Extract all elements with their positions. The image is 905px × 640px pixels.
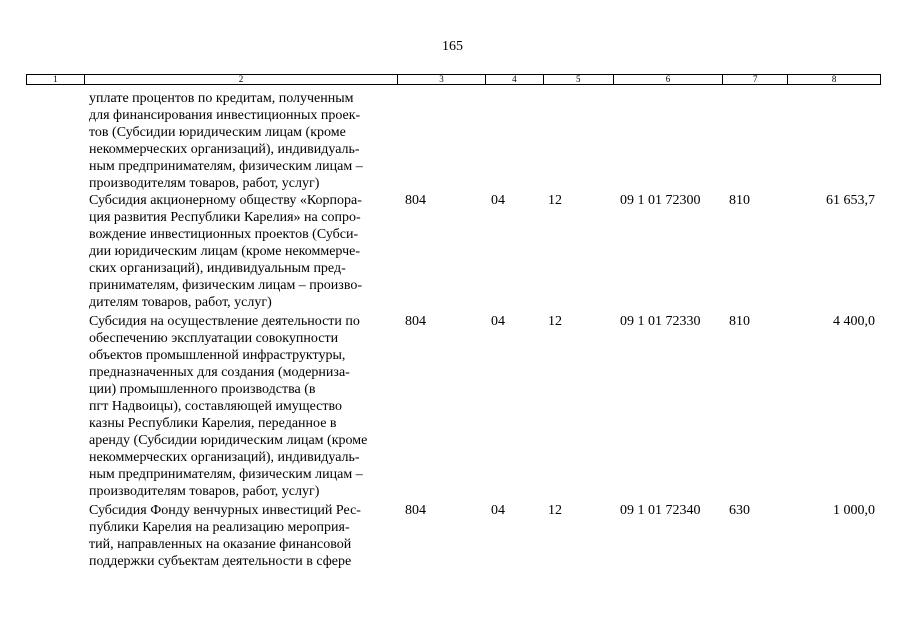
row-description: Субсидия акционерному обществу «Корпора- ция развития Республики Карелия» на сопро- вождение инвестиционных проектов (Субси- дии юридическим лицам (кроме некоммерче- ских организаций), индивидуальным пред- принимателям, физическим лицам – произво- дителям товаров, работ, услуг): [89, 193, 362, 310]
subsection-code: 12: [548, 314, 562, 329]
column-header-3: 3: [398, 75, 486, 84]
table-header: [26, 74, 881, 85]
amount: 61 653,7: [826, 193, 875, 208]
ministry-code: 804: [405, 503, 426, 518]
page-number: 165: [442, 39, 463, 54]
amount: 4 400,0: [833, 314, 875, 329]
column-header-2: 2: [85, 75, 398, 84]
column-header-5: 5: [544, 75, 614, 84]
target-code: 09 1 01 72330: [620, 314, 701, 329]
column-header-4: 4: [486, 75, 544, 84]
column-header-8: 8: [831, 74, 837, 84]
expense-type-code: 810: [729, 314, 750, 329]
amount: 1 000,0: [833, 503, 875, 518]
ministry-code: 804: [405, 314, 426, 329]
column-header-1: 1: [27, 75, 85, 84]
row-description: Субсидия Фонду венчурных инвестиций Рес- публики Карелия на реализацию мероприя- тий, направленных на оказание финансовой поддержки субъектам деятельности в сфере: [89, 503, 361, 569]
section-code: 04: [491, 193, 505, 208]
section-code: 04: [491, 503, 505, 518]
expense-type-code: 810: [729, 193, 750, 208]
row-description: уплате процентов по кредитам, полученным для финансирования инвестиционных проек- тов (Субсидии юридическим лицам (кроме некоммерческих организаций), индивидуаль- ным предпринимателям, физическим лицам – производителям товаров, работ, услуг): [89, 91, 363, 191]
expense-type-code: 630: [729, 503, 750, 518]
subsection-code: 12: [548, 503, 562, 518]
section-code: 04: [491, 314, 505, 329]
target-code: 09 1 01 72340: [620, 503, 701, 518]
column-header-7: 7: [723, 75, 788, 84]
target-code: 09 1 01 72300: [620, 193, 701, 208]
ministry-code: 804: [405, 193, 426, 208]
row-description: Субсидия на осуществление деятельности по обеспечению эксплуатации совокупности объектов промышленной инфраструктуры, предназначенных для создания (модерниза- ции) промышленного производства (в пгт Надвоицы), составляющей имущество казны Республики Карелия, переданное в аренду (Субсидии юридическим лицам (кроме некоммерческих организаций), индивидуаль- ным предпринимателям, физическим лицам – производителям товаров, работ, услуг): [89, 314, 368, 499]
column-header-6: 6: [614, 75, 724, 84]
subsection-code: 12: [548, 193, 562, 208]
